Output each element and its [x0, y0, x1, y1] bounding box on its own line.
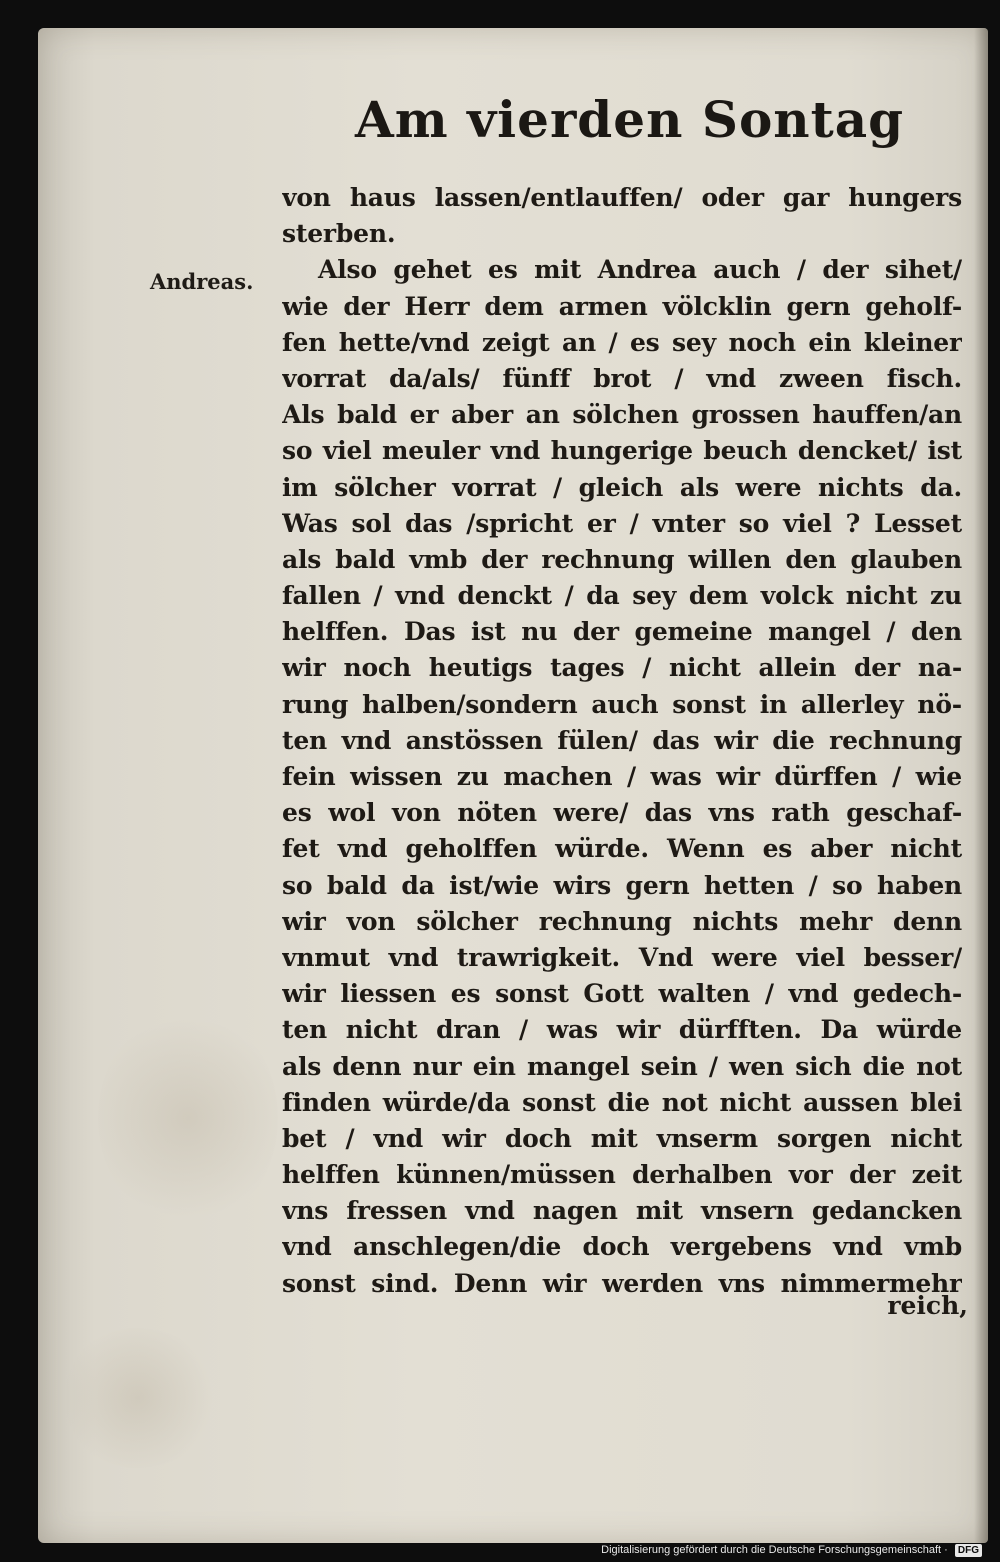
text-line: ten vnd anstössen fülen/ das wir die rechnung	[282, 725, 962, 755]
text-line: wir noch heutigs tages / nicht allein der na-	[282, 653, 962, 683]
text-line: vnd anschlegen/die doch vergebens vnd vmb	[282, 1232, 962, 1262]
text-line: wie der Herr dem armen völcklin gern geholf-	[282, 291, 962, 321]
paper-stain	[58, 1328, 218, 1468]
text-line: fen hette/vnd zeigt an / es sey noch ein kleiner	[282, 327, 962, 357]
text-line: von haus lassen/entlauffen/ oder gar hungers	[282, 183, 962, 212]
text-line: als bald vmb der rechnung willen den glauben	[282, 544, 962, 574]
text-line: so bald da ist/wie wirs gern hetten / so haben	[282, 870, 962, 900]
text-line: als denn nur ein mangel sein / wen sich die not	[282, 1051, 962, 1081]
text-line: Als bald er aber an sölchen grossen hauffen/an	[282, 400, 962, 430]
text-line: finden würde/da sonst die not nicht aussen blei	[282, 1087, 962, 1117]
text-line: ten nicht dran / was wir dürfften. Da würde	[282, 1015, 962, 1045]
text-line: es wol von nöten were/ das vns rath geschaf-	[282, 798, 962, 828]
text-line: fet vnd geholffen würde. Wenn es aber nicht	[282, 834, 962, 864]
text-line: sonst sind. Denn wir werden vns nimmermehr	[282, 1268, 962, 1298]
catchword: reich,	[887, 1291, 968, 1320]
text-line: Also gehet es mit Andrea auch / der sihet/	[318, 255, 962, 285]
text-line: wir liessen es sonst Gott walten / vnd gedech-	[282, 979, 962, 1009]
dfg-logo: DFG	[955, 1544, 982, 1557]
text-block	[282, 180, 962, 1302]
digitization-credit	[601, 1543, 982, 1557]
text-line: wir von sölcher rechnung nichts mehr denn	[282, 906, 962, 936]
text-line: sterben.	[282, 219, 396, 249]
text-line: so viel meuler vnd hungerige beuch dencket/ ist	[282, 436, 962, 466]
text-line: vnmut vnd trawrigkeit. Vnd were viel besser/	[282, 942, 962, 972]
text-line: Was sol das /spricht er / vnter so viel ? Lesset	[282, 508, 962, 538]
text-line: vns fressen vnd nagen mit vnsern gedancken	[282, 1196, 962, 1226]
marginal-note: Andreas.	[150, 269, 254, 294]
text-line: bet / vnd wir doch mit vnserm sorgen nicht	[282, 1123, 962, 1153]
text-line: fallen / vnd denckt / da sey dem volck nicht zu	[282, 581, 962, 611]
text-line: vorrat da/als/ fünff brot / vnd zween fisch.	[282, 363, 962, 393]
credit-text: Digitalisierung gefördert durch die Deutsche Forschungsgemeinschaft ·	[601, 1544, 948, 1556]
text-line: rung halben/sondern auch sonst in allerley nö-	[282, 689, 962, 719]
text-line: im sölcher vorrat / gleich als were nichts da.	[282, 472, 962, 502]
text-line: fein wissen zu machen / was wir dürffen / wie	[282, 762, 962, 791]
text-line: helffen. Das ist nu der gemeine mangel / den	[282, 617, 962, 647]
paper-stain	[98, 1008, 278, 1228]
text-line: helffen künnen/müssen derhalben vor der zeit	[282, 1160, 962, 1190]
running-head: Am vierden Sontag	[355, 90, 905, 149]
